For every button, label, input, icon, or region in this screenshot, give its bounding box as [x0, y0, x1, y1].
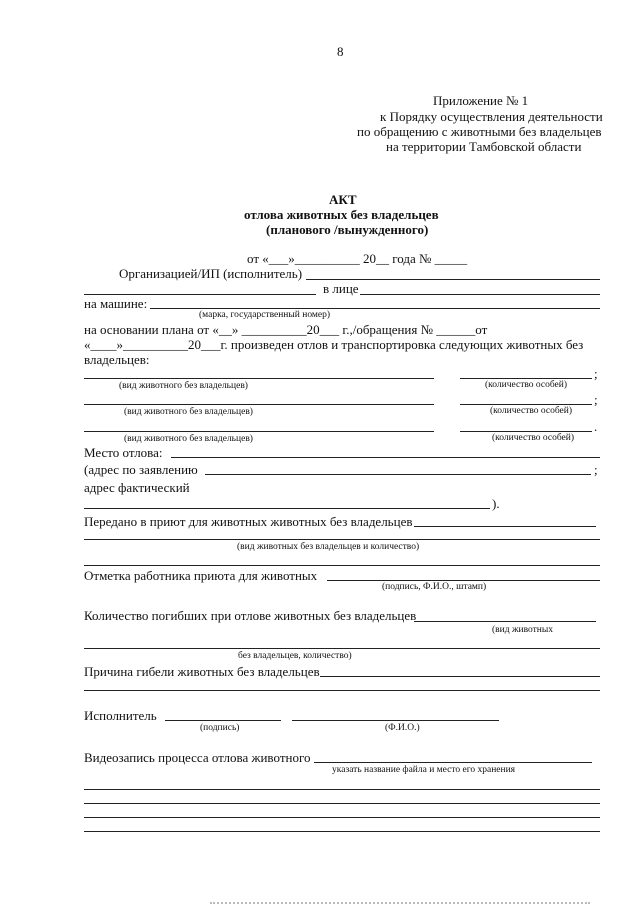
in-person-label: в лице — [323, 281, 359, 296]
in-person-field[interactable] — [360, 294, 600, 295]
document-title: АКТ — [329, 192, 357, 207]
shelter-field[interactable] — [414, 526, 596, 527]
blank-line[interactable] — [84, 817, 600, 818]
fio-caption: (Ф.И.О.) — [385, 723, 420, 733]
address-claim-label: (адрес по заявлению — [84, 462, 198, 477]
in-person-field-left[interactable] — [84, 294, 316, 295]
dead-count-field[interactable] — [414, 621, 596, 622]
date-number-line: от «___»__________ 20__ года № _____ — [247, 251, 468, 266]
document-subtitle: отлова животных без владельцев — [244, 207, 439, 222]
animal-count-field[interactable] — [460, 431, 592, 432]
animal-count-field[interactable] — [460, 404, 592, 405]
shelter-field-2[interactable] — [84, 539, 600, 540]
separator: ; — [594, 366, 598, 381]
animal-count-caption: (количество особей) — [492, 433, 575, 443]
document-subtitle: (планового /вынужденного) — [266, 222, 429, 237]
vehicle-caption: (марка, государственный номер) — [199, 310, 331, 320]
vehicle-field[interactable] — [150, 308, 600, 309]
worker-mark-field[interactable] — [327, 580, 600, 581]
page-number: 8 — [337, 44, 344, 59]
dead-count-field-2[interactable] — [84, 648, 600, 649]
shelter-field-3[interactable] — [84, 565, 600, 566]
dead-count-caption: (вид животных — [492, 625, 554, 635]
executor-label: Исполнитель — [84, 708, 157, 723]
death-reason-field[interactable] — [320, 676, 600, 677]
separator: ; — [594, 392, 598, 407]
appendix-line: по обращению с животными без владельцев — [357, 124, 602, 139]
vehicle-label: на машине: — [84, 296, 148, 311]
death-reason-field-2[interactable] — [84, 690, 600, 691]
worker-mark-label: Отметка работника приюта для животных — [84, 568, 318, 583]
animal-type-caption: (вид животного без владельцев) — [124, 407, 253, 417]
catch-place-field[interactable] — [171, 457, 600, 458]
organization-label: Организацией/ИП (исполнитель) — [119, 266, 303, 281]
actual-address-field[interactable] — [84, 508, 490, 509]
executor-signature-field[interactable] — [165, 720, 281, 721]
animal-type-caption: (вид животного без владельцев) — [119, 381, 248, 391]
animal-type-caption: (вид животного без владельцев) — [124, 434, 253, 444]
death-reason-label: Причина гибели животных без владельцев — [84, 664, 320, 679]
closing-paren: ). — [492, 496, 500, 511]
actual-address-label: адрес фактический — [84, 480, 190, 495]
animal-count-caption: (количество особей) — [490, 406, 573, 416]
signature-caption: (подпись) — [200, 723, 240, 733]
cut-off-text-edge — [210, 902, 590, 904]
animal-type-field[interactable] — [84, 378, 434, 379]
appendix-line: на территории Тамбовской области — [386, 139, 582, 154]
dead-count-caption-2: без владельцев, количество) — [238, 651, 352, 661]
basis-line: владельцев: — [84, 352, 150, 367]
blank-line[interactable] — [84, 803, 600, 804]
video-label: Видеозапись процесса отлова животного — [84, 750, 311, 765]
basis-line: «____»__________20___г. произведен отлов и транспортировка следующих животных без — [84, 337, 584, 352]
shelter-label: Передано в приют для животных животных без владельцев — [84, 514, 413, 529]
worker-mark-caption: (подпись, Ф.И.О., штамп) — [382, 582, 487, 592]
animal-count-field[interactable] — [460, 378, 592, 379]
separator: . — [594, 419, 598, 434]
video-field[interactable] — [314, 762, 592, 763]
video-caption: указать название файла и место его хранения — [332, 765, 516, 775]
executor-name-field[interactable] — [292, 720, 499, 721]
blank-line[interactable] — [84, 789, 600, 790]
appendix-line: к Порядку осуществления деятельности — [380, 109, 603, 124]
organization-field[interactable] — [306, 279, 600, 280]
shelter-caption: (вид животных без владельцев и количество) — [237, 542, 420, 552]
animal-count-caption: (количество особей) — [485, 380, 568, 390]
basis-line: на основании плана от «__» __________20___ г.,/обращения № ______от — [84, 322, 488, 337]
animal-type-field[interactable] — [84, 404, 434, 405]
catch-place-label: Место отлова: — [84, 445, 163, 460]
blank-line[interactable] — [84, 831, 600, 832]
animal-type-field[interactable] — [84, 431, 434, 432]
appendix-title: Приложение № 1 — [433, 93, 529, 108]
dead-count-label: Количество погибших при отлове животных без владельцев — [84, 608, 417, 623]
address-claim-field[interactable] — [205, 474, 591, 475]
separator: ; — [594, 462, 598, 477]
